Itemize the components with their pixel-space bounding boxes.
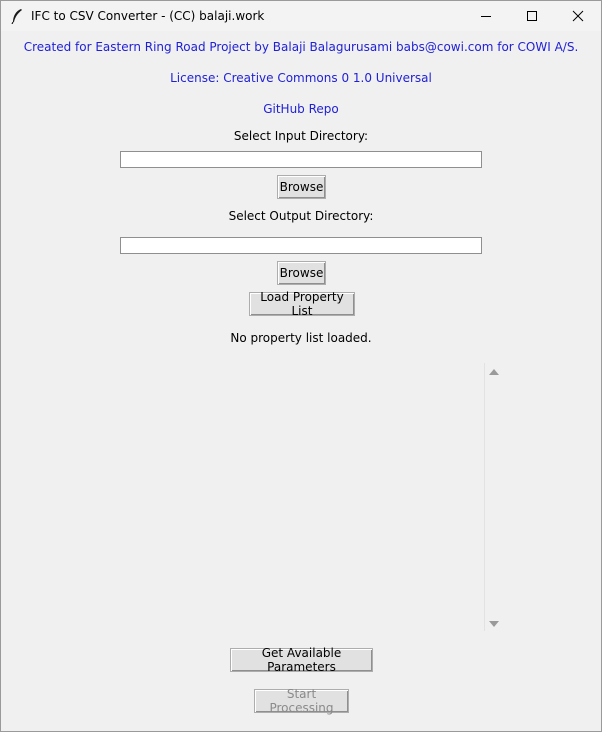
- maximize-icon: [526, 10, 538, 22]
- parameter-list-scrollbar[interactable]: [484, 363, 501, 631]
- property-status-text: No property list loaded.: [230, 331, 372, 345]
- scroll-down-icon[interactable]: [489, 621, 499, 627]
- input-directory-field[interactable]: [120, 151, 482, 168]
- parameter-list[interactable]: [120, 363, 484, 631]
- get-available-parameters-button[interactable]: Get Available Parameters: [230, 648, 373, 672]
- window-title: IFC to CSV Converter - (CC) balaji.work: [31, 9, 265, 23]
- close-button[interactable]: [555, 1, 601, 31]
- close-icon: [572, 10, 584, 22]
- minimize-button[interactable]: [463, 1, 509, 31]
- scroll-up-icon[interactable]: [489, 369, 499, 375]
- load-property-list-button[interactable]: Load Property List: [249, 292, 355, 316]
- title-bar[interactable]: [1, 1, 601, 31]
- output-browse-button[interactable]: Browse: [277, 261, 326, 285]
- github-repo-link[interactable]: GitHub Repo: [263, 102, 339, 116]
- input-directory-label: Select Input Directory:: [233, 129, 369, 143]
- output-directory-field[interactable]: [120, 237, 482, 254]
- start-processing-button[interactable]: Start Processing: [254, 689, 349, 713]
- feather-icon: [10, 8, 24, 24]
- output-directory-label: Select Output Directory:: [228, 209, 374, 223]
- input-browse-button[interactable]: Browse: [277, 175, 326, 199]
- maximize-button[interactable]: [509, 1, 555, 31]
- credit-text: Created for Eastern Ring Road Project by Balaji Balagurusami babs@cowi.com for COWI A/S.: [23, 40, 579, 54]
- license-text: License: Creative Commons 0 1.0 Universal: [170, 71, 432, 85]
- minimize-icon: [480, 10, 492, 22]
